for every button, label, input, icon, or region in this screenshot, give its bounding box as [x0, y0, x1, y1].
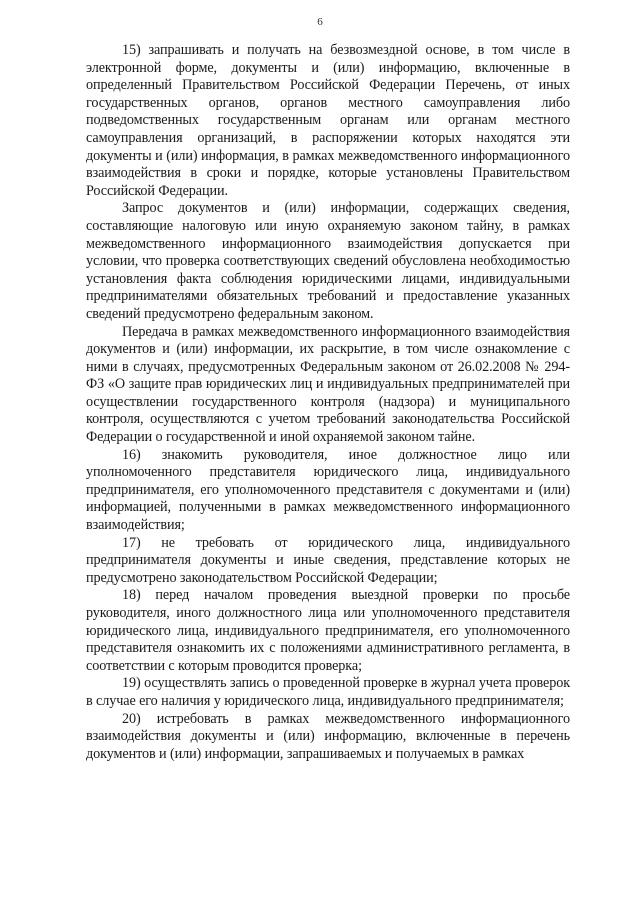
- paragraph-item-17: 17) не требовать от юридического лица, индивидуального предпринимателя документы и иные сведения, представление которых не предусмотрено законодательством Российской Федерации;: [86, 534, 570, 586]
- paragraph-transfer: Передача в рамках межведомственного информационного взаимодействия документов и (или) информации, их раскрытие, в том числе ознакомление с ними в случаях, предусмотренных Федеральным законом от 26.02.2008 № 294-ФЗ «О защите прав юридических лиц и индивидуальных предпринимателей при осуществлении государственного контроля (надзора) и муниципального контроля, осуществляются с учетом требований законодательства Российской Федерации о государственной и иной охраняемой законом тайне.: [86, 323, 570, 446]
- paragraph-item-20: 20) истребовать в рамках межведомственного информационного взаимодействия документы и (или) информацию, включенные в перечень документов и (или) информации, запрашиваемых и получаемых в рамках: [86, 710, 570, 762]
- paragraph-item-16: 16) знакомить руководителя, иное должностное лицо или уполномоченного представителя юридического лица, индивидуального предпринимателя, его уполномоченного представителя с документами и (или) информацией, полученными в рамках межведомственного информационного взаимодействия;: [86, 446, 570, 534]
- paragraph-item-19: 19) осуществлять запись о проведенной проверке в журнал учета проверок в случае его наличия у юридического лица, индивидуального предпринимателя;: [86, 675, 570, 709]
- document-body: [86, 42, 570, 763]
- paragraph-item-15: 15) запрашивать и получать на безвозмездной основе, в том числе в электронной форме, документы и (или) информацию, включенные в определенный Правительством Российской Федерации Перечень, от иных государственных органов, органов местного самоуправления либо подведомственных государственным органам или органам местного самоуправления организаций, в распоряжении которых находятся эти документы и (или) информация, в рамках межведомственного информационного взаимодействия в сроки и порядке, которые установлены Правительством Российской Федерации.: [86, 42, 570, 199]
- page-number: 6: [317, 16, 323, 28]
- paragraph-request-secret: Запрос документов и (или) информации, содержащих сведения, составляющие налоговую или иную охраняемую законом тайну, в рамках межведомственного информационного взаимодействия допускается при условии, что проверка соответствующих сведений обусловлена необходимостью установления факта соблюдения юридическими лицами, индивидуальными предпринимателями обязательных требований и предоставление указанных сведений предусмотрено федеральным законом.: [86, 200, 570, 322]
- paragraph-item-18: 18) перед началом проведения выездной проверки по просьбе руководителя, иного должностного лица или уполномоченного представителя юридического лица, индивидуального предпринимателя, его уполномоченного представителя ознакомить их с положениями административного регламента, в соответствии с которым проводится проверка;: [86, 587, 570, 674]
